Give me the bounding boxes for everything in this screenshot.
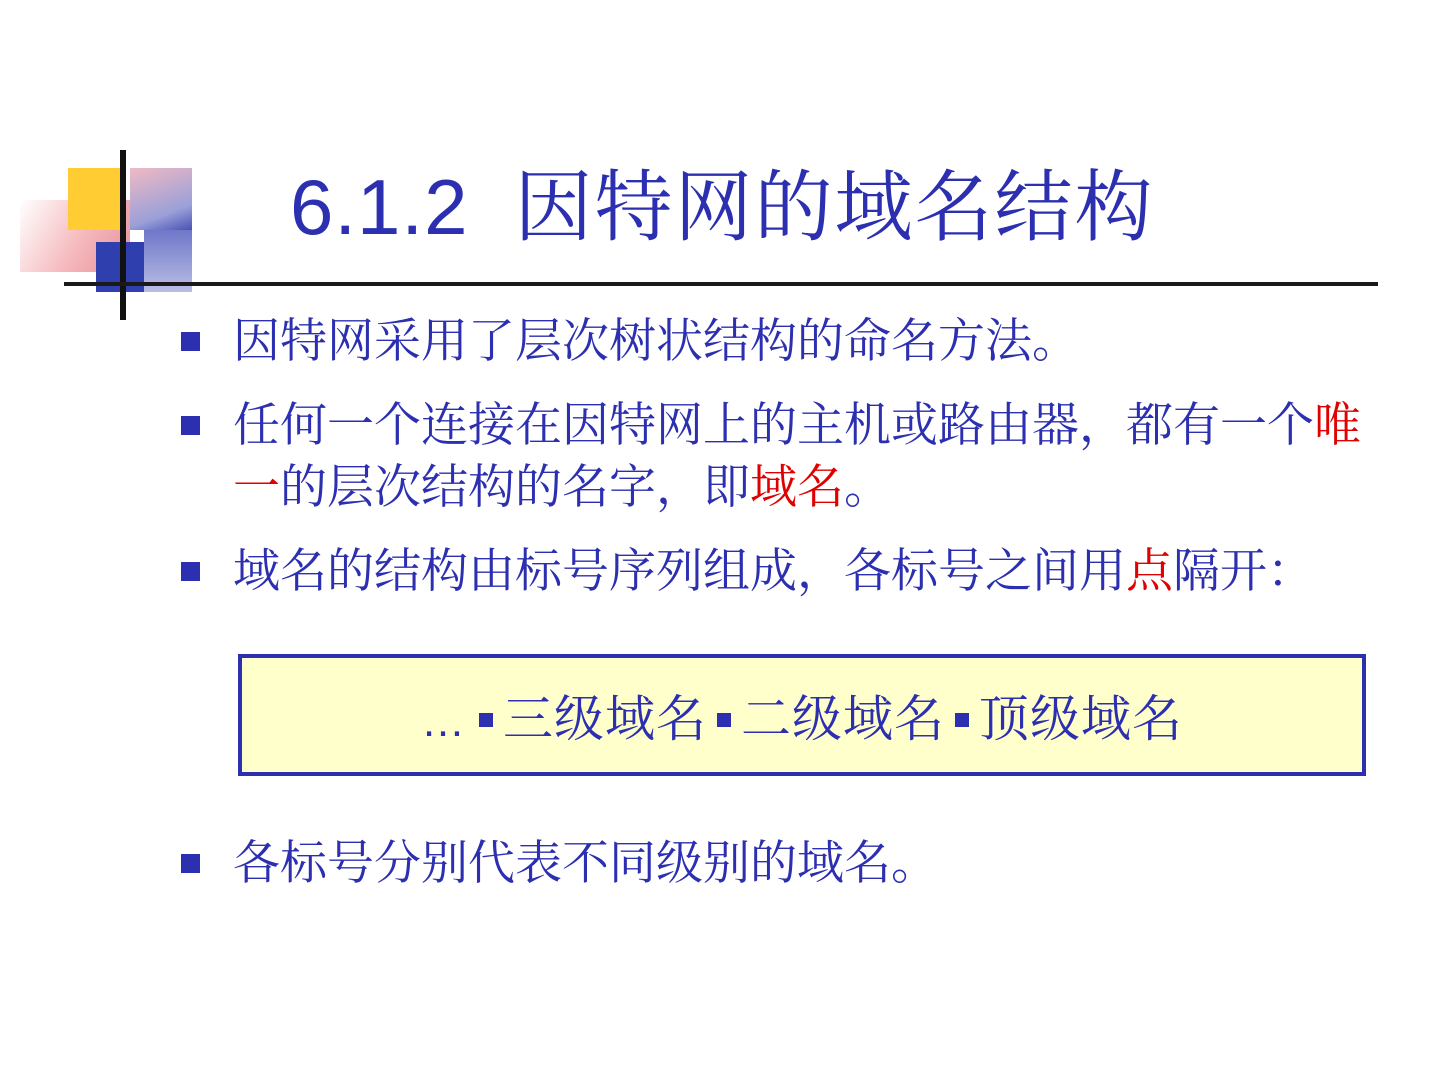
bullet-2-part-3: 。 — [844, 460, 891, 513]
bullet-square-icon — [181, 416, 200, 435]
bullet-2-highlight-unique: 唯一 — [233, 398, 1361, 513]
callout-leading-dots: … — [421, 697, 469, 746]
bullet-3-part-1: 域名的结构由标号序列组成，各标号之间用 — [233, 544, 1126, 597]
list-item — [175, 540, 1390, 602]
bullet-2-highlight-domainname: 域名 — [750, 460, 844, 513]
dot-separator-icon — [479, 713, 493, 727]
callout-content — [242, 679, 1362, 751]
domain-structure-callout — [238, 654, 1366, 776]
bullet-3-highlight-dot: 点 — [1126, 544, 1173, 597]
bullet-list — [175, 300, 1390, 910]
dot-separator-icon — [955, 713, 969, 727]
bullet-4-text: 各标号分别代表不同级别的域名。 — [233, 836, 938, 889]
page-title — [290, 152, 1155, 262]
callout-level-1: 顶级域名 — [979, 691, 1183, 747]
callout-level-2: 二级域名 — [741, 691, 945, 747]
title-number: 6.1.2 — [290, 163, 469, 251]
bullet-square-icon — [181, 854, 200, 873]
list-item — [175, 310, 1390, 372]
dot-separator-icon — [717, 713, 731, 727]
bullet-2-part-1: 任何一个连接在因特网上的主机或路由器，都有一个 — [233, 398, 1314, 451]
bullet-3-part-2: 隔开： — [1173, 544, 1314, 597]
bullet-square-icon — [181, 562, 200, 581]
title-divider — [64, 282, 1378, 286]
list-item — [175, 394, 1390, 518]
title-text: 因特网的域名结构 — [514, 163, 1155, 251]
list-item — [175, 832, 1390, 894]
bullet-1-text: 因特网采用了层次树状结构的命名方法。 — [233, 314, 1079, 367]
bullet-2-part-2: 的层次结构的名字，即 — [280, 460, 750, 513]
callout-level-3: 三级域名 — [503, 691, 707, 747]
bullet-square-icon — [181, 332, 200, 351]
title-row — [0, 152, 1440, 274]
